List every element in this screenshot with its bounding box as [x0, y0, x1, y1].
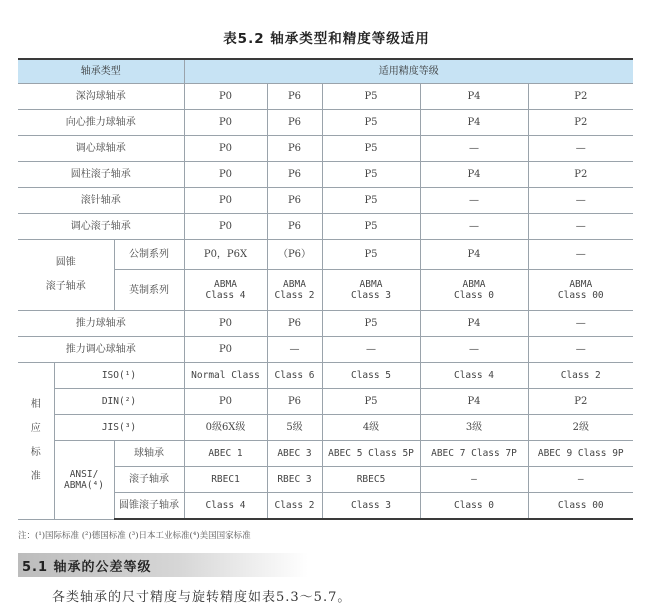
section-heading: 5.1 轴承的公差等级: [22, 560, 152, 575]
grade-cell: P0: [184, 162, 267, 188]
grade-cell: 0级6X级: [184, 415, 267, 441]
grade-cell: P0: [184, 389, 267, 415]
grade-cell: Normal Class: [184, 363, 267, 389]
body-paragraph: 各类轴承的尺寸精度与旋转精度如表5.3～5.7。: [52, 590, 352, 605]
grade-cell: P0: [184, 337, 267, 363]
grade-cell: P5: [322, 136, 420, 162]
grade-cell: Class 5: [322, 363, 420, 389]
grade-line: ABMA: [462, 279, 486, 290]
row-label: 调心球轴承: [18, 136, 184, 162]
grade-line: ABMA: [569, 279, 593, 290]
grade-cell: P5: [322, 110, 420, 136]
grade-line: ABMA: [283, 279, 306, 290]
grade-cell: P0，P6X: [184, 240, 267, 270]
grade-line: Class 3: [350, 290, 392, 301]
grade-cell: P4: [420, 389, 528, 415]
table-row: [18, 337, 633, 363]
grade-cell: P6: [267, 84, 322, 110]
precision-grade-table: [18, 58, 633, 520]
grade-cell: P6: [267, 110, 322, 136]
grade-cell: —: [528, 240, 633, 270]
grade-cell: RBEC 3: [267, 467, 322, 493]
grade-cell: P5: [322, 84, 420, 110]
grade-line: Class 00: [557, 290, 604, 301]
table-row: [18, 389, 633, 415]
ansi-sub-label: 滚子轴承: [114, 467, 184, 493]
grade-cell: 3级: [420, 415, 528, 441]
grade-cell: ABEC 7 Class 7P: [420, 441, 528, 467]
table-header-row: [18, 59, 633, 84]
tapered-label-line2: 滚子轴承: [45, 281, 86, 292]
grade-cell: P5: [322, 162, 420, 188]
table-row: [18, 136, 633, 162]
row-label: 调心滚子轴承: [18, 214, 184, 240]
grade-cell: P4: [420, 84, 528, 110]
grade-cell: —: [420, 136, 528, 162]
grade-cell: P5: [322, 311, 420, 337]
grade-cell: P4: [420, 110, 528, 136]
grade-cell: P6: [267, 389, 322, 415]
grade-cell: [267, 270, 322, 311]
grade-cell: P4: [420, 162, 528, 188]
grade-cell: [322, 270, 420, 311]
grade-cell: [420, 270, 528, 311]
table-row: [18, 441, 633, 467]
grade-cell: P0: [184, 311, 267, 337]
grade-cell: P5: [322, 240, 420, 270]
grade-cell: ABEC 3: [267, 441, 322, 467]
vertical-char: 相: [30, 398, 41, 410]
grade-cell: P6: [267, 162, 322, 188]
ansi-sub-label: 球轴承: [114, 441, 184, 467]
grade-cell: P0: [184, 84, 267, 110]
grade-cell: P0: [184, 188, 267, 214]
grade-cell: P4: [420, 311, 528, 337]
standard-label-din: DIN(²): [54, 389, 184, 415]
grade-cell: P2: [528, 110, 633, 136]
vertical-char: 标: [30, 446, 41, 458]
header-bearing-type: 轴承类型: [18, 59, 184, 84]
grade-cell: Class 4: [184, 493, 267, 520]
grade-cell: Class 3: [322, 493, 420, 520]
standard-label-iso: ISO(¹): [54, 363, 184, 389]
row-label-tapered: [18, 240, 114, 311]
grade-cell: P5: [322, 214, 420, 240]
table-row: [18, 188, 633, 214]
table-row: [18, 311, 633, 337]
grade-cell: ABEC 5 Class 5P: [322, 441, 420, 467]
grade-cell: —: [420, 337, 528, 363]
grade-cell: P6: [267, 214, 322, 240]
grade-cell: —: [322, 337, 420, 363]
table-row: [18, 214, 633, 240]
table-title: 表5.2 轴承类型和精度等级适用: [223, 31, 430, 47]
grade-cell: Class 6: [267, 363, 322, 389]
header-precision-grades: 适用精度等级: [184, 59, 633, 84]
grade-cell: —: [420, 467, 528, 493]
ansi-sub-label: 圆锥滚子轴承: [114, 493, 184, 520]
grade-cell: P0: [184, 110, 267, 136]
vertical-char: 应: [30, 422, 41, 434]
row-label: 滚针轴承: [18, 188, 184, 214]
grade-cell: 2级: [528, 415, 633, 441]
standard-label-ansi: [54, 441, 114, 520]
grade-line: Class 0: [453, 290, 495, 301]
table-row: [18, 363, 633, 389]
sub-label-metric: 公制系列: [114, 240, 184, 270]
standard-label-jis: JIS(³): [54, 415, 184, 441]
corresponding-standards-label: [18, 363, 54, 520]
grade-cell: P5: [322, 389, 420, 415]
grade-line: ABMA: [214, 279, 237, 290]
grade-line: Class 4: [205, 290, 246, 301]
table-row: [18, 110, 633, 136]
grade-cell: —: [267, 337, 322, 363]
grade-cell: P5: [322, 188, 420, 214]
grade-cell: —: [420, 214, 528, 240]
grade-cell: 5级: [267, 415, 322, 441]
grade-cell: P2: [528, 389, 633, 415]
table-row: [18, 240, 633, 270]
table-row: [18, 415, 633, 441]
grade-cell: —: [528, 467, 633, 493]
grade-cell: P4: [420, 240, 528, 270]
table-footnote: 注：(¹)国际标准 (²)德国标准 (³)日本工业标准(⁴)美国国家标准: [18, 531, 251, 541]
grade-cell: 4级: [322, 415, 420, 441]
grade-cell: P6: [267, 188, 322, 214]
table-row: [18, 84, 633, 110]
grade-cell: —: [528, 214, 633, 240]
grade-cell: Class 0: [420, 493, 528, 520]
row-label: 推力调心球轴承: [18, 337, 184, 363]
grade-cell: ABEC 9 Class 9P: [528, 441, 633, 467]
grade-cell: Class 2: [528, 363, 633, 389]
grade-cell: P0: [184, 214, 267, 240]
grade-cell: RBEC1: [184, 467, 267, 493]
grade-cell: P0: [184, 136, 267, 162]
grade-cell: RBEC5: [322, 467, 420, 493]
ansi-label-line1: ANSI/: [69, 468, 99, 480]
ansi-label-line2: ABMA(⁴): [63, 479, 105, 491]
grade-cell: （P6）: [267, 240, 322, 270]
grade-cell: Class 2: [267, 493, 322, 520]
row-label: 推力球轴承: [18, 311, 184, 337]
grade-cell: Class 4: [420, 363, 528, 389]
grade-cell: P2: [528, 162, 633, 188]
grade-line: ABMA: [359, 279, 383, 290]
grade-cell: —: [528, 136, 633, 162]
vertical-char: 准: [30, 470, 41, 482]
grade-line: Class 2: [274, 290, 315, 301]
grade-cell: [184, 270, 267, 311]
table-row: [18, 162, 633, 188]
grade-cell: [528, 270, 633, 311]
grade-cell: ABEC 1: [184, 441, 267, 467]
grade-cell: —: [420, 188, 528, 214]
grade-cell: P6: [267, 311, 322, 337]
grade-cell: —: [528, 188, 633, 214]
grade-cell: —: [528, 337, 633, 363]
grade-cell: P6: [267, 136, 322, 162]
grade-cell: Class 00: [528, 493, 633, 520]
row-label: 向心推力球轴承: [18, 110, 184, 136]
row-label: 深沟球轴承: [18, 84, 184, 110]
sub-label-inch: 英制系列: [114, 270, 184, 311]
row-label: 圆柱滚子轴承: [18, 162, 184, 188]
grade-cell: P2: [528, 84, 633, 110]
grade-cell: —: [528, 311, 633, 337]
tapered-label-line1: 圆锥: [55, 257, 76, 268]
